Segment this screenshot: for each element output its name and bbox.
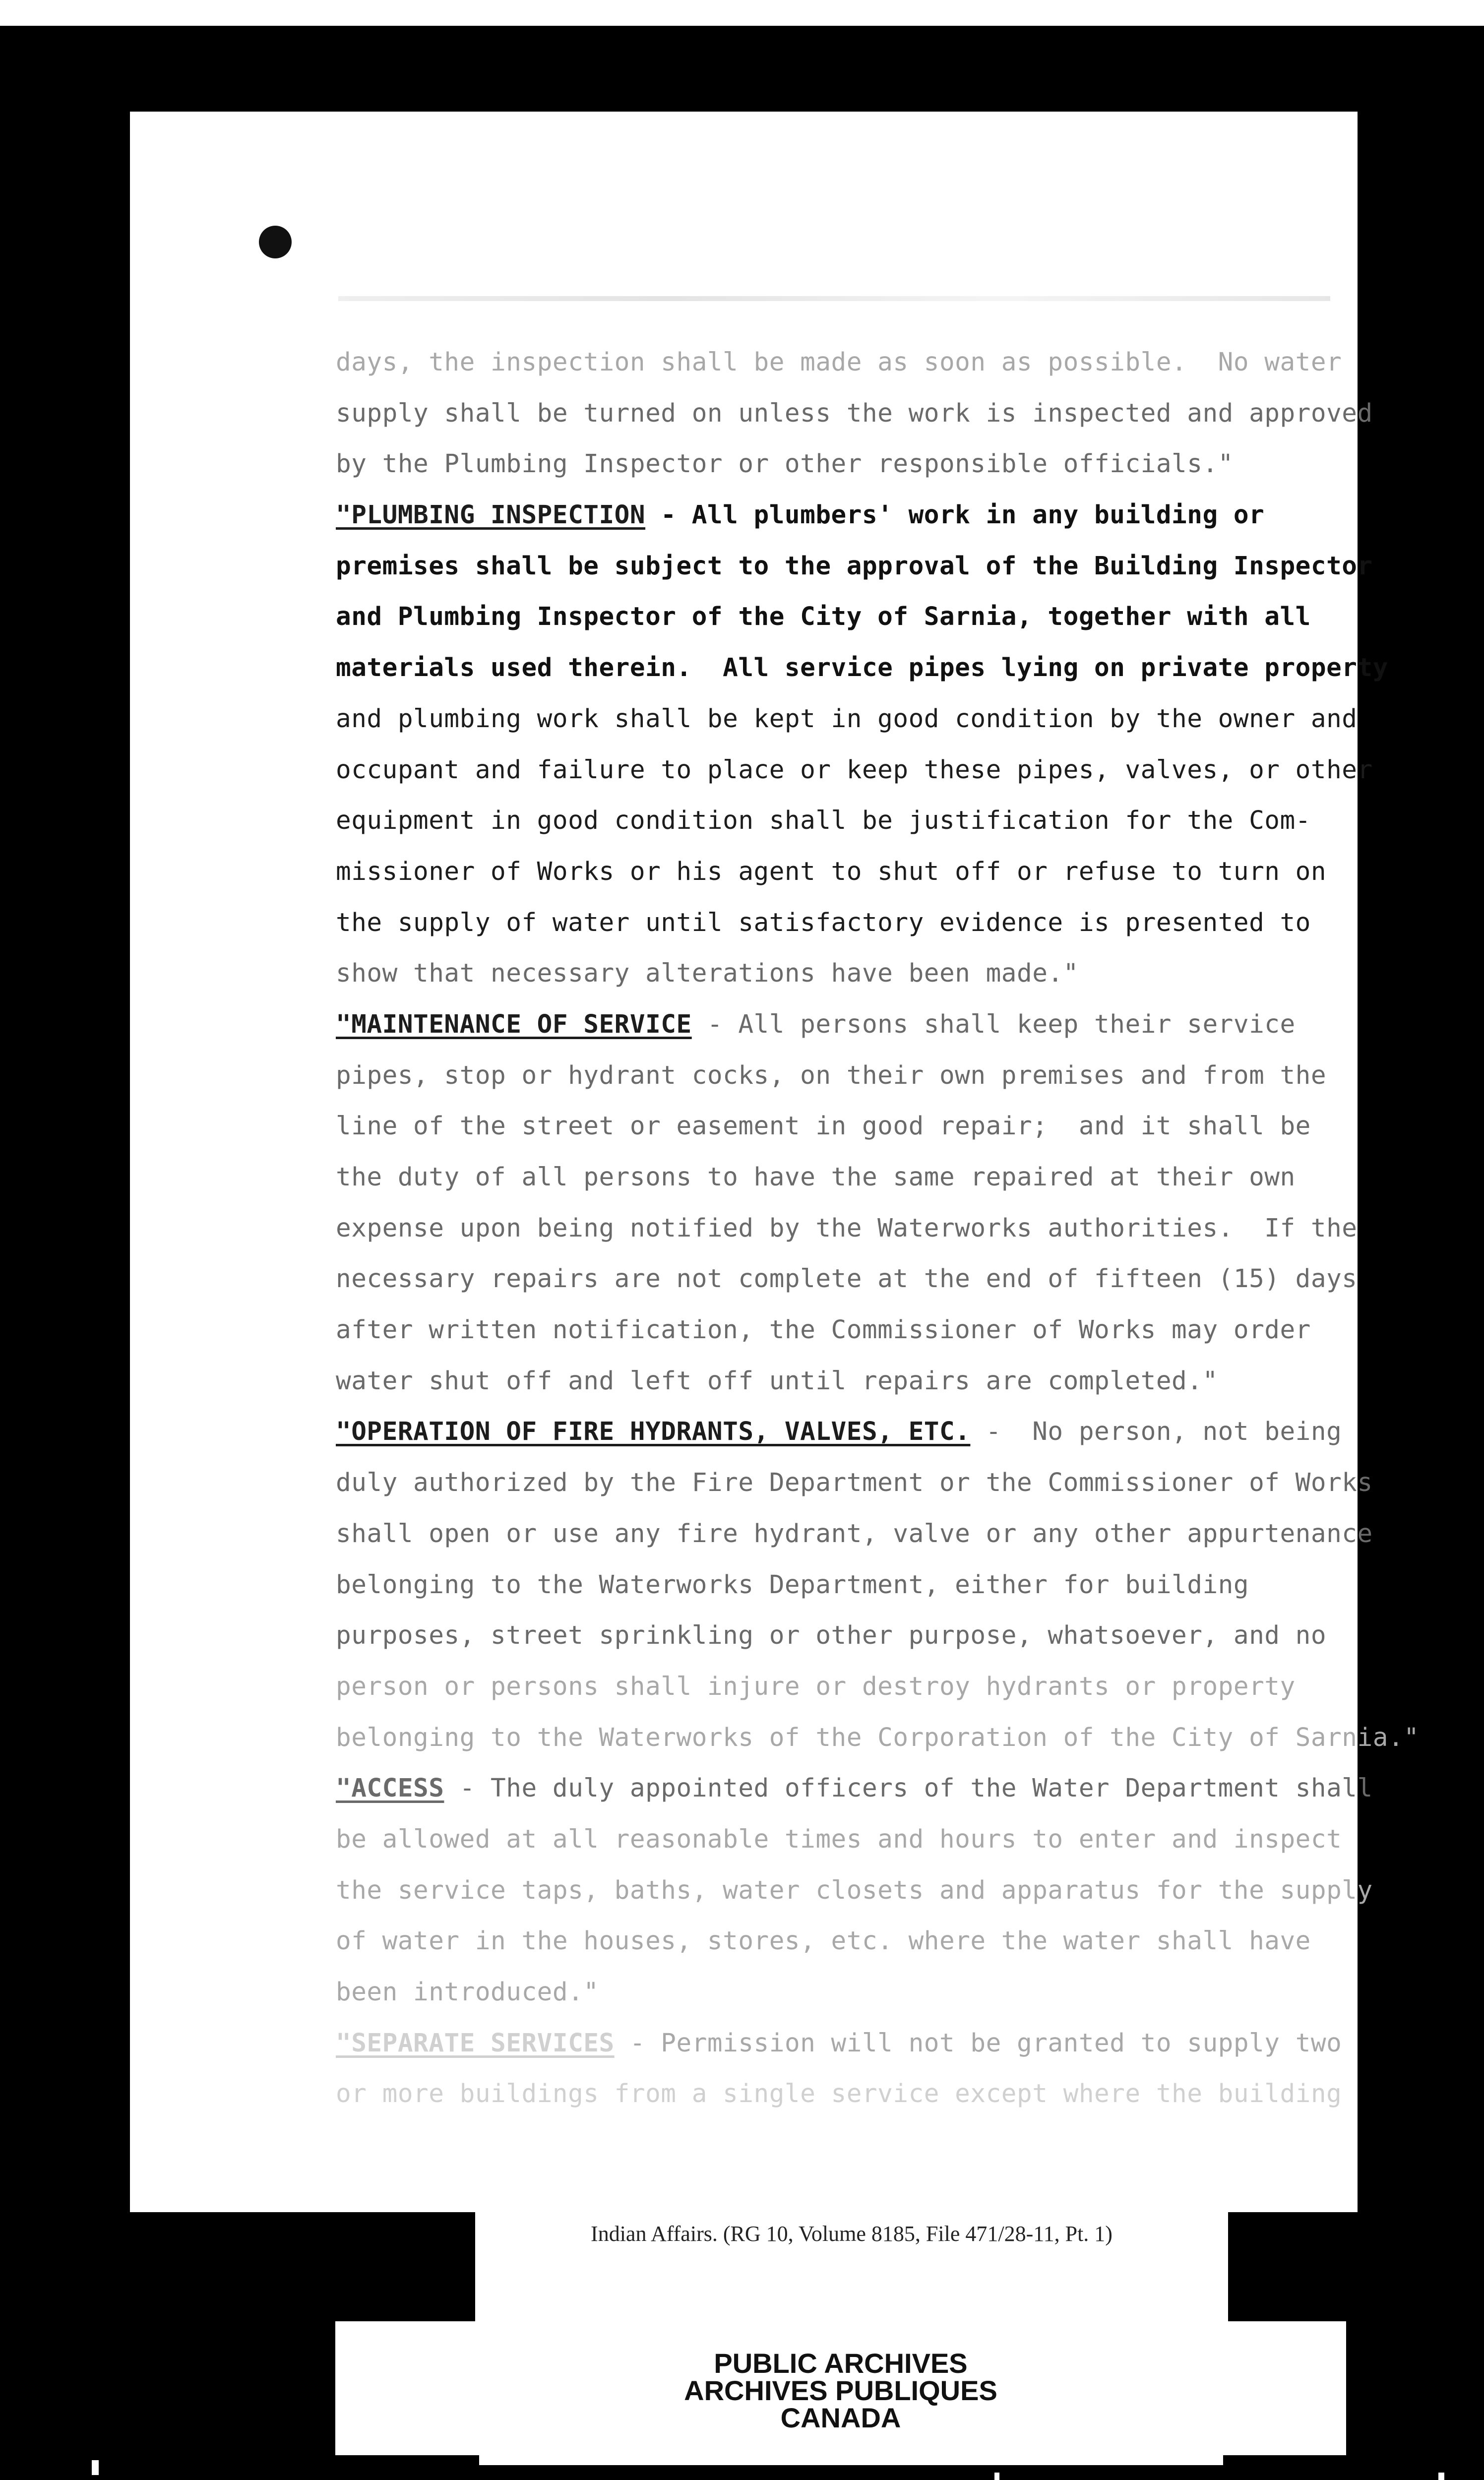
text-segment: duly authorized by the Fire Department or the Commissioner of Works <box>336 1468 1373 1498</box>
document-text <box>336 337 1420 2120</box>
text-line <box>336 898 1353 949</box>
text-line <box>336 694 1358 745</box>
text-segment: pipes, stop or hydrant cocks, on their own premises and from the <box>336 1060 1327 1090</box>
text-segment: be allowed at all reasonable times and hours to enter and inspect <box>336 1824 1342 1854</box>
text-segment: shall open or use any fire hydrant, valve or any other appurtenance <box>336 1519 1373 1549</box>
text-segment: been introduced." <box>336 1978 599 2007</box>
text-segment: by the Plumbing Inspector or other responsible officials." <box>336 449 1234 479</box>
text-segment: belonging to the Waterworks Department, either for building <box>336 1570 1249 1600</box>
text-segment: materials used therein. All service pipes lying on private property <box>336 653 1388 683</box>
text-segment: the supply of water until satisfactory evidence is presented to <box>336 908 1311 937</box>
text-line <box>336 541 1373 592</box>
archive-stamp <box>335 2321 1346 2455</box>
text-segment: water shut off and left off until repairs are completed." <box>336 1366 1218 1396</box>
text-segment: purposes, street sprinkling or other purpose, whatsoever, and no <box>336 1621 1327 1651</box>
text-line <box>336 1814 1353 1865</box>
stamp-line-2: ARCHIVES PUBLIQUES <box>684 2375 997 2406</box>
section-heading: "ACCESS <box>336 1774 444 1803</box>
text-line <box>336 1763 1373 1814</box>
punch-hole-mark <box>259 226 292 258</box>
text-line <box>336 1560 1353 1611</box>
text-segment: person or persons shall injure or destroy hydrants or property <box>336 1672 1296 1701</box>
text-line <box>336 745 1373 796</box>
text-line <box>336 439 1353 490</box>
text-line <box>336 1152 1353 1203</box>
section-heading: "PLUMBING INSPECTION <box>336 500 646 530</box>
text-segment: the service taps, baths, water closets and apparatus for the supply <box>336 1875 1373 1905</box>
film-speck <box>1438 2473 1444 2480</box>
section-heading: "MAINTENANCE OF SERVICE <box>336 1009 692 1039</box>
text-line <box>336 1051 1353 1102</box>
caption-strip <box>475 2186 1228 2325</box>
faded-top-line <box>338 296 1330 301</box>
text-segment: - The duly appointed officers of the Water Department shall <box>444 1774 1373 1803</box>
text-line <box>336 796 1353 847</box>
text-line <box>336 1611 1353 1662</box>
text-segment: - All plumbers' work in any building or <box>645 500 1265 530</box>
text-segment: and plumbing work shall be kept in good condition by the owner and <box>336 704 1358 734</box>
text-line <box>336 1916 1353 1967</box>
stamp-line-1: PUBLIC ARCHIVES <box>714 2348 968 2379</box>
text-line <box>336 1254 1358 1305</box>
text-line <box>336 1713 1420 1764</box>
archive-caption: Indian Affairs. (RG 10, Volume 8185, File 471/28-11, Pt. 1) <box>591 2222 1113 2246</box>
text-segment: belonging to the Waterworks of the Corporation of the City of Sarnia." <box>336 1723 1420 1752</box>
section-heading: "OPERATION OF FIRE HYDRANTS, VALVES, ETC. <box>336 1417 971 1447</box>
text-segment: supply shall be turned on unless the work is inspected and approved <box>336 398 1373 428</box>
text-segment: necessary repairs are not complete at the end of fifteen (15) days <box>336 1264 1358 1294</box>
text-line <box>336 1509 1373 1560</box>
text-segment: missioner of Works or his agent to shut off or refuse to turn on <box>336 857 1327 886</box>
text-segment: after written notification, the Commissioner of Works may order <box>336 1315 1311 1345</box>
stamp-base <box>479 2445 1223 2465</box>
text-line <box>336 2069 1353 2120</box>
text-segment: - All persons shall keep their service <box>691 1009 1296 1039</box>
text-line <box>336 1865 1373 1917</box>
text-segment: - No person, not being <box>970 1417 1342 1447</box>
text-line <box>336 1203 1358 1254</box>
text-segment: expense upon being notified by the Waterworks authorities. If the <box>336 1213 1358 1243</box>
text-line <box>336 1662 1353 1713</box>
text-line <box>336 1458 1373 1509</box>
text-line <box>336 592 1353 643</box>
text-segment: of water in the houses, stores, etc. where the water shall have <box>336 1926 1311 1956</box>
text-segment: premises shall be subject to the approval of the Building Inspector <box>336 551 1373 581</box>
text-segment: and Plumbing Inspector of the City of Sarnia, together with all <box>336 602 1311 632</box>
text-line <box>336 337 1353 388</box>
film-speck <box>92 2460 99 2475</box>
text-line <box>336 1101 1353 1152</box>
text-line <box>336 999 1353 1051</box>
text-line <box>336 643 1388 694</box>
text-segment: the duty of all persons to have the same repaired at their own <box>336 1163 1296 1192</box>
document-page <box>130 112 1420 2212</box>
text-segment: occupant and failure to place or keep these pipes, valves, or other <box>336 755 1373 785</box>
stamp-line-3: CANADA <box>780 2402 901 2433</box>
text-line <box>336 1407 1353 1458</box>
text-line <box>336 948 1353 999</box>
text-line <box>336 388 1373 439</box>
text-line <box>336 1356 1353 1407</box>
text-segment: equipment in good condition shall be justification for the Com- <box>336 806 1311 836</box>
text-segment: days, the inspection shall be made as soon as possible. No water <box>336 348 1342 377</box>
text-line <box>336 490 1353 541</box>
text-segment: line of the street or easement in good repair; and it shall be <box>336 1112 1311 1141</box>
text-line <box>336 1305 1353 1356</box>
text-segment: or more buildings from a single service except where the building <box>336 2079 1342 2109</box>
section-heading: "SEPARATE SERVICES <box>336 2028 615 2058</box>
film-speck <box>994 2473 999 2480</box>
text-line <box>336 2018 1353 2069</box>
text-line <box>336 847 1353 898</box>
text-line <box>336 1967 1353 2018</box>
text-segment: show that necessary alterations have been made." <box>336 959 1079 989</box>
text-segment: - Permission will not be granted to supply two <box>614 2028 1342 2058</box>
